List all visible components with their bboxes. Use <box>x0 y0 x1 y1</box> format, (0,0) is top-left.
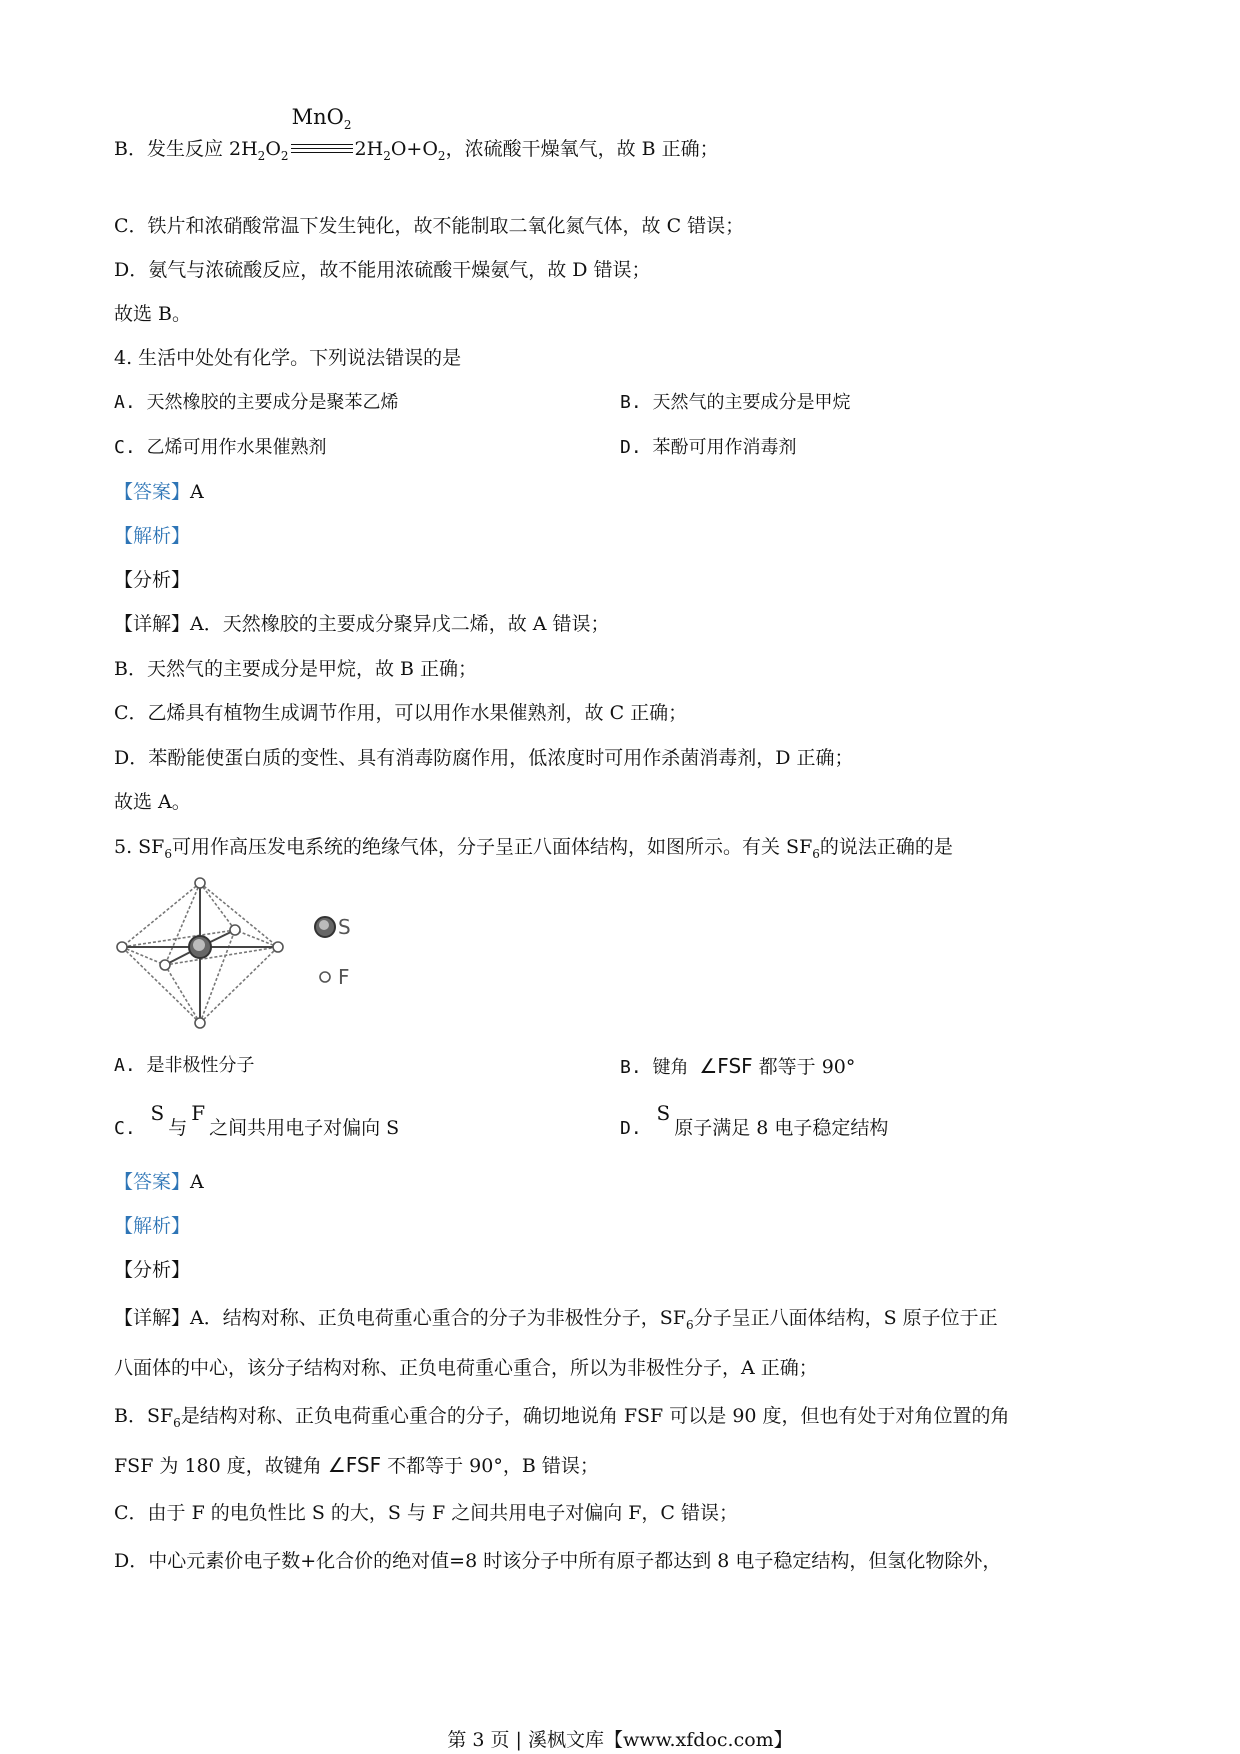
catalyst-label: MnO$_2$ <box>291 105 352 132</box>
f-atom-left <box>117 942 127 952</box>
q5-detail-d: D．中心元素价电子数+化合价的绝对值=8 时该分子中所有原子都达到 8 电子稳定结构，但氢化物除外， <box>114 1550 1002 1572</box>
q4-detail-b: B．天然气的主要成分是甲烷，故 B 正确； <box>114 658 478 680</box>
q4-option-d: D. 苯酚可用作消毒剂 <box>620 437 797 458</box>
q5-detail-a-1: 【详解】A．结构对称、正负电荷重心重合的分子为非极性分子，$SF_6$分子呈正八面体结构，S 原子位于正 <box>114 1307 998 1332</box>
f-atom-front <box>160 960 170 970</box>
q4-conclusion: 故选 A。 <box>114 791 191 813</box>
q4-detail-a: 【详解】A．天然橡胶的主要成分聚异戊二烯，故 A 错误； <box>114 613 610 635</box>
q5-option-b: B. 键角 ∠FSF 都等于 90° <box>620 1054 856 1078</box>
q4-stem: 4. 生活中处处有化学。下列说法错误的是 <box>114 347 462 369</box>
reaction-arrow <box>291 105 353 160</box>
q5-option-a: A. 是非极性分子 <box>114 1055 255 1076</box>
q5-detail-b-1: B．$SF_6$是结构对称、正负电荷重心重合的分子，确切地说角 FSF 可以是 90 度，但也有处于对角位置的角 <box>114 1405 1010 1430</box>
legend-f-marker <box>320 972 330 982</box>
q3-option-c-text: C．铁片和浓硝酸常温下发生钝化，故不能制取二氧化氮气体，故 C 错误； <box>114 215 745 237</box>
q5-detail-c: C．由于 F 的电负性比 S 的大，S 与 F 之间共用电子对偏向 F，C 错误； <box>114 1502 739 1524</box>
q4-analysis-tag: 【解析】 <box>114 525 191 547</box>
q5-option-d: D. S原子满足 8 电子稳定结构 <box>620 1101 889 1139</box>
q5-stem: 5. $SF_6$可用作高压发电系统的绝缘气体，分子呈正八面体结构，如图所示。有关 $SF_6$的说法正确的是 <box>114 836 953 861</box>
legend-s-label: S <box>338 915 351 939</box>
q4-detail-d: D．苯酚能使蛋白质的变性、具有消毒防腐作用，低浓度时可用作杀菌消毒剂，D 正确； <box>114 747 854 769</box>
q4-option-a: A. 天然橡胶的主要成分是聚苯乙烯 <box>114 392 399 413</box>
q5-detail-a-2: 八面体的中心，该分子结构对称、正负电荷重心重合，所以为非极性分子，A 正确； <box>114 1357 818 1379</box>
page-footer: 第 3 页 | 溪枫文库【www.xfdoc.com】 <box>447 1729 793 1751</box>
q4-detail-c: C．乙烯具有植物生成调节作用，可以用作水果催熟剂，故 C 正确； <box>114 702 688 724</box>
q4-fenxi-tag: 【分析】 <box>114 569 191 591</box>
q5-detail-b-2: FSF 为 180 度，故键角 ∠FSF 不都等于 90°，B 错误； <box>114 1453 599 1477</box>
f-atom-back <box>230 925 240 935</box>
answer-tag: 【答案】 <box>114 1171 191 1193</box>
sf6-octahedron-diagram <box>110 875 390 1030</box>
legend-f-label: F <box>338 965 350 989</box>
f-atom-bottom <box>195 1018 205 1028</box>
q4-answer-line <box>114 479 204 505</box>
q3-conclusion: 故选 B。 <box>114 303 192 325</box>
q4-option-b: B. 天然气的主要成分是甲烷 <box>620 392 851 413</box>
q3-b-prefix: B．发生反应 2H <box>114 138 258 160</box>
q3-option-d-text: D．氨气与浓硫酸反应，故不能用浓硫酸干燥氨气，故 D 错误； <box>114 259 651 281</box>
f-atom-top <box>195 878 205 888</box>
q5-answer-line <box>114 1169 204 1195</box>
f-atom-right <box>273 942 283 952</box>
q3-option-b-line: B．发生反应 $2H_2O_2$ MnO$_2$ $2H_2O+O_2$，浓硫酸干燥氧气，故 B 正确； <box>114 105 719 163</box>
q5-option-c: C. S与F之间共用电子对偏向 S <box>114 1101 400 1139</box>
q4-answer: A <box>190 481 204 503</box>
q4-option-c: C. 乙烯可用作水果催熟剂 <box>114 437 327 458</box>
answer-tag: 【答案】 <box>114 481 191 503</box>
q5-answer: A <box>190 1171 204 1193</box>
q5-fenxi-tag: 【分析】 <box>114 1259 191 1281</box>
q5-analysis-tag: 【解析】 <box>114 1215 191 1237</box>
